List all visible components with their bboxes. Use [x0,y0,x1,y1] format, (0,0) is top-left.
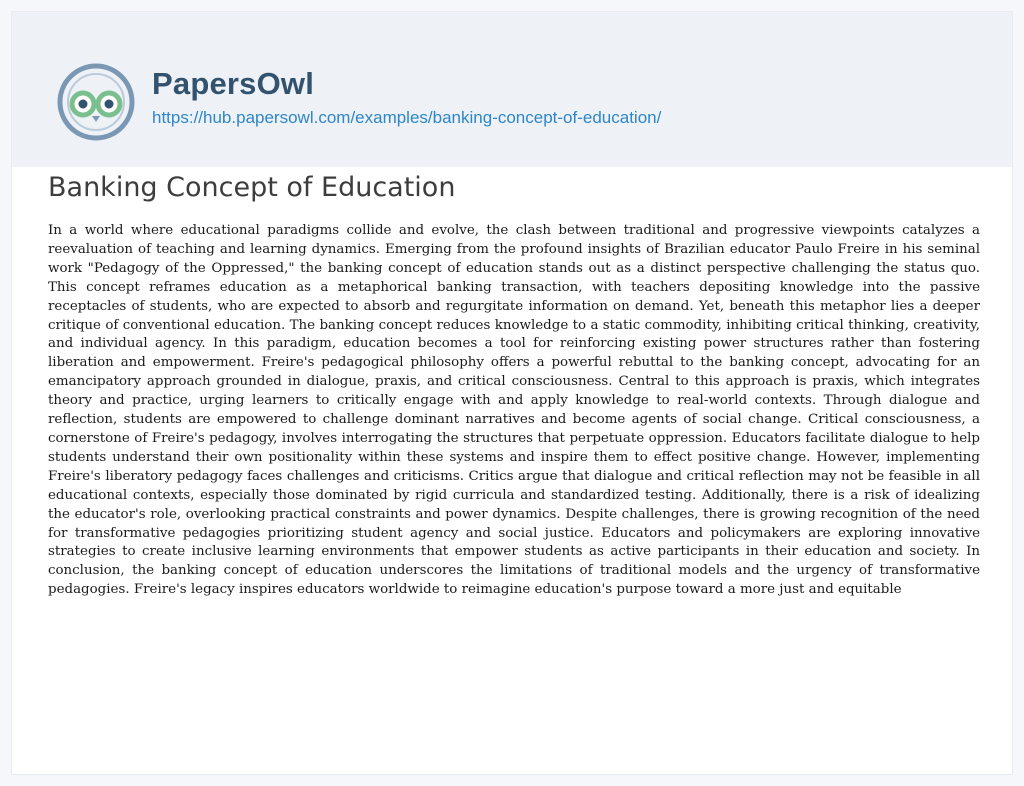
article-body: In a world where educational paradigms collide and evolve, the clash between traditional and progressive viewpoints catalyzes a reevaluation of teaching and learning dynamics. Emerging from the profound insights of Brazilian educator Paulo Freire in his seminal work "Pedagogy of the Oppressed," the banking concept of education stands out as a distinct perspective challenging the status quo. This concept reframes education as a metaphorical banking transaction, with teachers depositing knowledge into the passive receptacles of students, who are expected to absorb and regurgitate information on demand. Yet, beneath this metaphor lies a deeper critique of conventional education. The banking concept reduces knowledge to a static commodity, inhibiting critical thinking, creativity, and individual agency. In this paradigm, education becomes a tool for reinforcing existing power structures rather than fostering liberation and empowerment. Freire's pedagogical philosophy offers a powerful rebuttal to the banking concept, advocating for an emancipatory approach grounded in dialogue, praxis, and critical consciousness. Central to this approach is praxis, which integrates theory and practice, urging learners to critically engage with and apply knowledge to real-world contexts. Through dialogue and reflection, students are empowered to challenge dominant narratives and become agents of social change. Critical consciousness, a cornerstone of Freire's pedagogy, involves interrogating the structures that perpetuate oppression. Educators facilitate dialogue to help students understand their own positionality within these systems and inspire them to effect positive change. However, implementing Freire's liberatory pedagogy faces challenges and criticisms. Critics argue that dialogue and critical reflection may not be feasible in all educational contexts, especially those dominated by rigid curricula and standardized testing. Additionally, there is a risk of idealizing the educator's role, overlooking practical constraints and power dynamics. Despite challenges, there is growing recognition of the need for transformative pedagogies prioritizing student agency and social justice. Educators and policymakers are exploring innovative strategies to create inclusive learning environments that empower students as active participants in their education and society. In conclusion, the banking concept of education underscores the limitations of traditional models and the urgency of transformative pedagogies. Freire's legacy inspires educators worldwide to reimagine education's purpose toward a more just and equitable [48,223,980,598]
source-url-link[interactable]: https://hub.papersowl.com/examples/banking-concept-of-education/ [152,108,662,127]
article-title: Banking Concept of Education [48,172,456,203]
document-page [11,11,1013,775]
owl-eyes-logo-icon [52,58,140,146]
header [12,12,1012,167]
brand-name: PapersOwl [152,66,315,101]
